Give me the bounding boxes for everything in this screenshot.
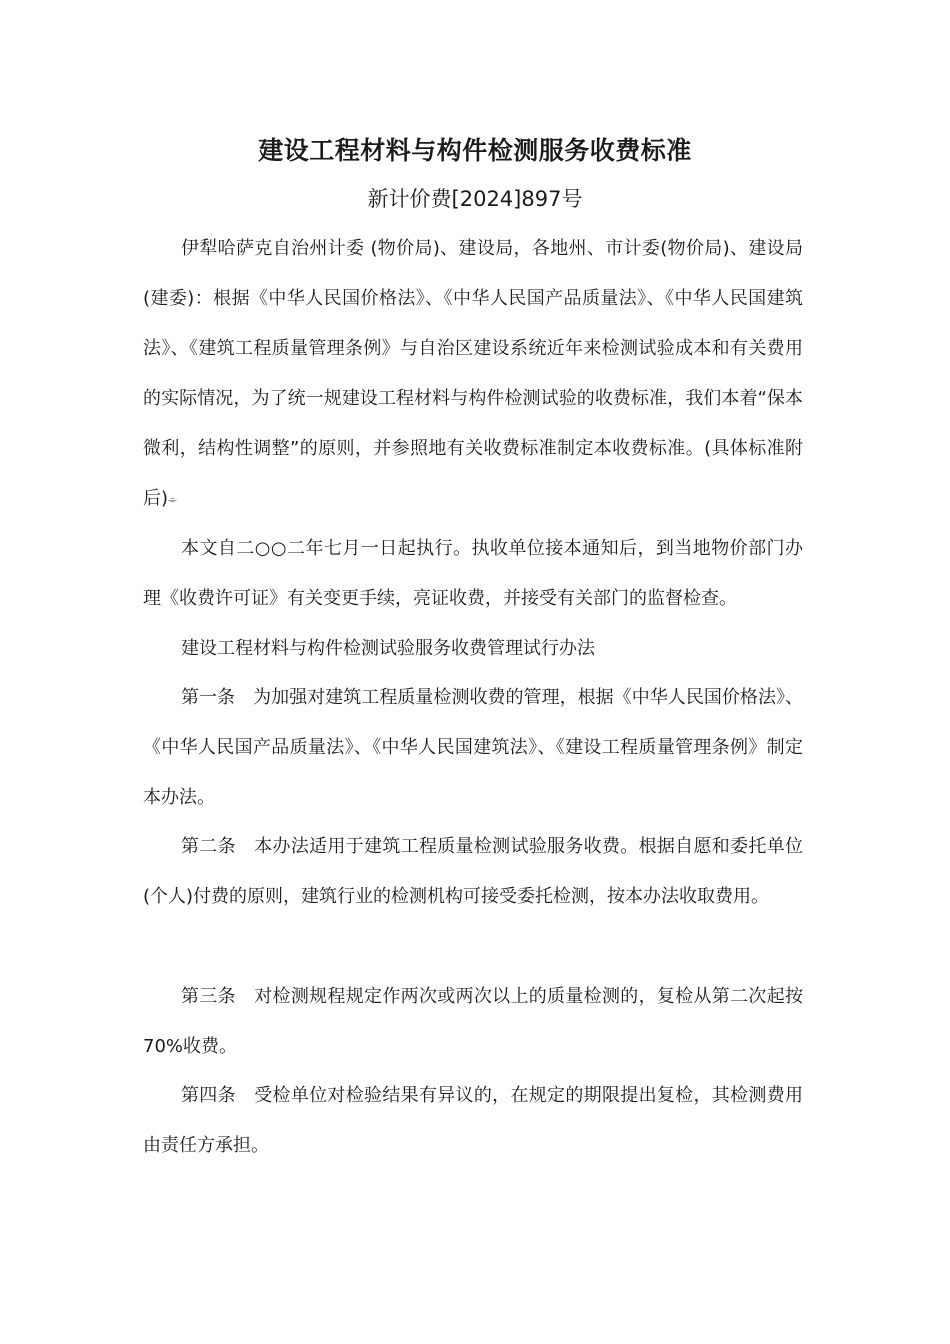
document-number: 新计价费[2024]897号	[367, 187, 583, 211]
paragraph-notice-text: 伊犁哈萨克自治州计委 (物价局)、建设局，各地州、市计委(物价局)、建设局(建委)：根据《中华人民国价格法》、《中华人民国产品质量法》、《中华人民国建筑法》、《建筑工程质量管理条例》与自治区建设系统近年来检测试验成本和有关费用的实际情况，为了统一规建设工程材料与构件检测试验的收费标准，我们本着“保本微利，结构性调整”的原则，并参照地有关收费标准制定本收费标准。(具体标准附后)	[143, 238, 803, 509]
article-3: 第三条 对检测规程规定作两次或两次以上的质量检测的，复检从第二次起按 70%收费。	[143, 986, 803, 1057]
paragraph-effective-date: 本文自二○○二年七月一日起执行。执收单位接本通知后，到当地物价部门办理《收费许可证》有关变更手续，亮证收费，并接受有关部门的监督检查。	[143, 538, 803, 609]
document-title: 建设工程材料与构件检测服务收费标准	[258, 136, 692, 165]
section-heading: 建设工程材料与构件检测试验服务收费管理试行办法	[181, 638, 595, 659]
paragraph-notice	[143, 224, 803, 525]
paragraph-mark-icon: ⌯	[168, 493, 177, 506]
article-2: 第二条 本办法适用于建筑工程质量检测试验服务收费。根据自愿和委托单位(个人)付费的原则，建筑行业的检测机构可接受委托检测，按本办法收取费用。	[143, 836, 803, 907]
article-1: 第一条 为加强对建筑工程质量检测收费的管理，根据《中华人民国价格法》、《中华人民国产品质量法》、《中华人民国建筑法》、《建设工程质量管理条例》制定本办法。	[143, 687, 803, 808]
article-4: 第四条 受检单位对检验结果有异议的，在规定的期限提出复检，其检测费用由责任方承担。	[143, 1085, 803, 1156]
